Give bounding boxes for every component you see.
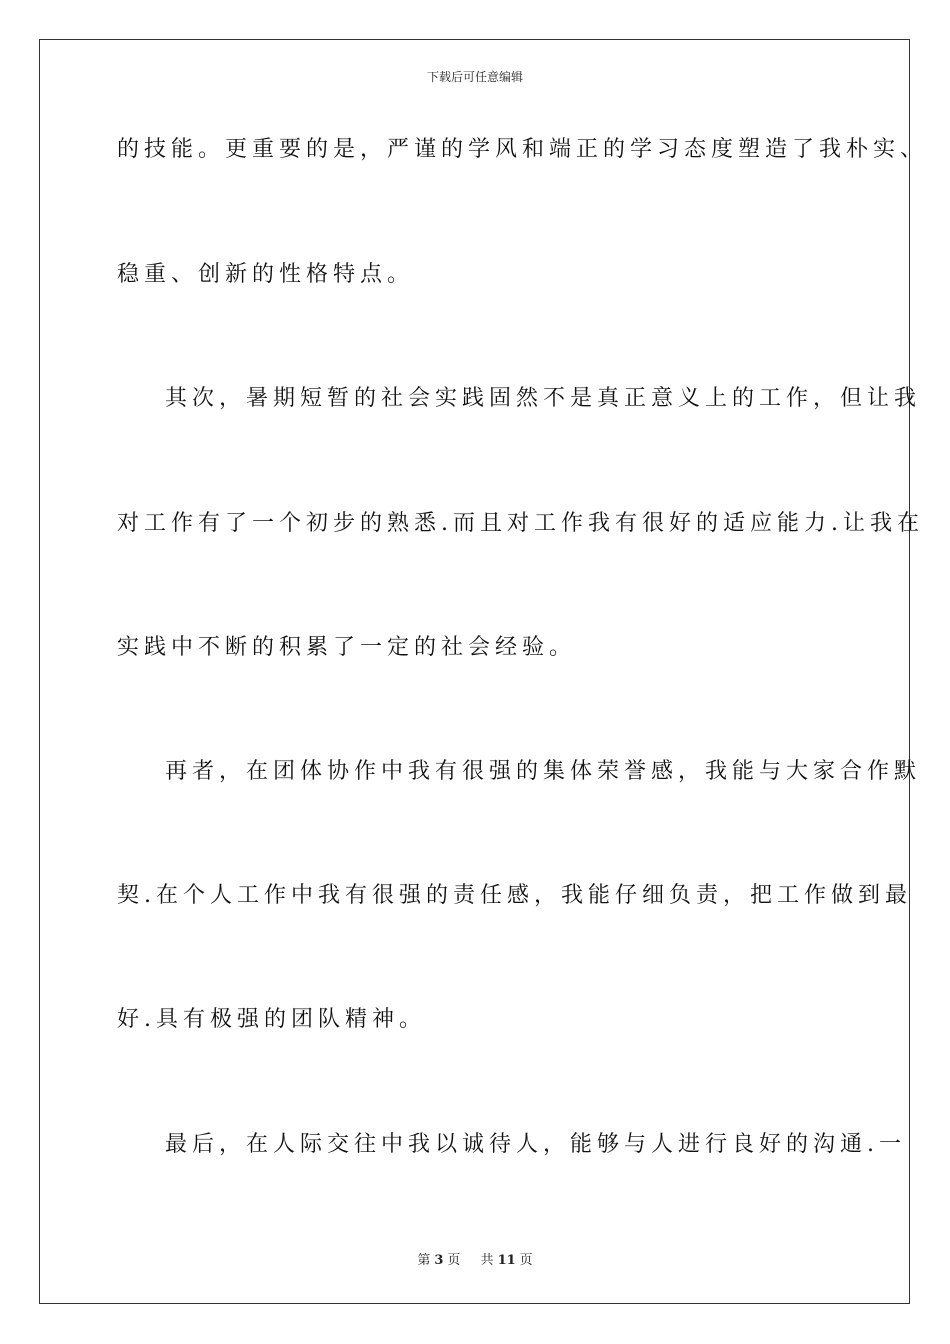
body-line-6: 再者，在团体协作中我有很强的集体荣誉感，我能与大家合作默 [165,759,922,784]
body-line-5: 实践中不断的积累了一定的社会经验。 [117,635,577,660]
page-footer [0,1249,950,1268]
total-unit: 页 [519,1253,533,1268]
body-line-7: 契.在个人工作中我有很强的责任感，我能仔细负责，把工作做到最 [117,883,912,908]
body-line-4: 对工作有了一个初步的熟悉.而且对工作我有很好的适应能力.让我在 [117,511,924,536]
page-current: 3 [434,1253,444,1268]
body-line-8: 好.具有极强的团队精神。 [117,1007,426,1032]
page-indicator [413,1253,464,1268]
total-indicator [477,1253,537,1268]
page-total: 11 [497,1253,516,1268]
body-line-9: 最后，在人际交往中我以诚待人，能够与人进行良好的沟通.一 [165,1132,906,1157]
total-prefix: 共 [480,1253,494,1268]
page-unit: 页 [447,1253,461,1268]
page-prefix: 第 [417,1253,431,1268]
header-note: 下载后可任意编辑 [426,70,523,84]
page-frame [39,39,910,1304]
body-line-2: 稳重、创新的性格特点。 [117,262,415,287]
body-line-1: 的技能。更重要的是，严谨的学风和端正的学习态度塑造了我朴实、 [117,137,928,162]
body-line-3: 其次，暑期短暂的社会实践固然不是真正意义上的工作，但让我 [165,386,922,411]
